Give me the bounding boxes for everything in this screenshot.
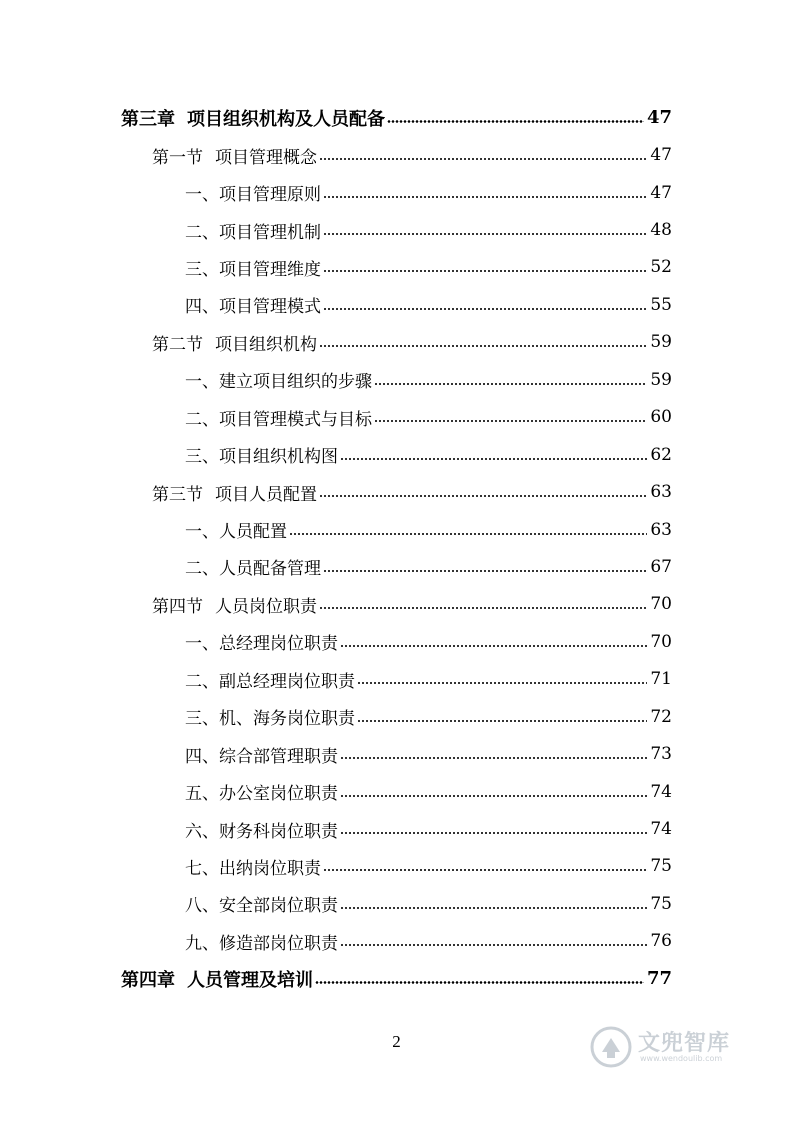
- toc-entry-subsection[interactable]: [0, 511, 793, 548]
- dot-leader: [374, 420, 647, 422]
- toc-entry-subsection[interactable]: [0, 436, 793, 473]
- toc-entry-section-4[interactable]: [0, 586, 793, 623]
- watermark: [590, 1020, 760, 1080]
- toc-entry-text: 二、人员配备管理: [185, 554, 323, 579]
- dot-leader: [319, 345, 647, 347]
- dot-leader: [319, 607, 647, 609]
- table-of-contents: [0, 99, 793, 998]
- toc-entry-subsection[interactable]: [0, 735, 793, 772]
- toc-entry-subsection[interactable]: [0, 773, 793, 810]
- dot-leader: [357, 682, 647, 684]
- toc-page-number: 59: [650, 332, 672, 353]
- toc-entry-text: 八、安全部岗位职责: [185, 891, 340, 916]
- toc-entry-text: 第一节 项目管理概念: [152, 143, 319, 168]
- toc-entry-subsection[interactable]: [0, 885, 793, 922]
- toc-entry-text: 三、项目管理维度: [185, 255, 323, 280]
- toc-entry-text: 二、副总经理岗位职责: [185, 667, 357, 692]
- dot-leader: [357, 720, 647, 722]
- toc-page-number: 47: [646, 107, 672, 129]
- toc-entry-subsection[interactable]: [0, 361, 793, 398]
- dot-leader: [340, 832, 647, 834]
- toc-page-number: 70: [650, 594, 672, 615]
- toc-entry-subsection[interactable]: [0, 623, 793, 660]
- dot-leader: [340, 795, 647, 797]
- toc-page-number: 63: [650, 519, 672, 540]
- toc-entry-subsection[interactable]: [0, 174, 793, 211]
- toc-page-number: 67: [650, 556, 672, 577]
- toc-entry-subsection[interactable]: [0, 249, 793, 286]
- toc-page-number: 75: [650, 893, 672, 914]
- dot-leader: [323, 308, 647, 310]
- toc-entry-text: 四、项目管理模式: [185, 292, 323, 317]
- toc-entry-text: 第二节 项目组织机构: [152, 330, 319, 355]
- toc-entry-text: 第四节 人员岗位职责: [152, 592, 319, 617]
- toc-entry-text: 七、出纳岗位职责: [185, 854, 323, 879]
- dot-leader: [319, 158, 647, 160]
- toc-entry-text: 三、项目组织机构图: [185, 442, 340, 467]
- toc-entry-text: 一、人员配置: [185, 517, 289, 542]
- dot-leader: [340, 757, 647, 759]
- dot-leader: [323, 233, 647, 235]
- toc-entry-text: 九、修造部岗位职责: [185, 929, 340, 954]
- toc-entry-text: 一、总经理岗位职责: [185, 629, 340, 654]
- toc-entry-text: 三、机、海务岗位职责: [185, 704, 357, 729]
- dot-leader: [323, 869, 647, 871]
- toc-entry-subsection[interactable]: [0, 848, 793, 885]
- toc-entry-text: 二、项目管理模式与目标: [185, 405, 374, 430]
- toc-page-number: 74: [650, 781, 672, 802]
- toc-entry-subsection[interactable]: [0, 548, 793, 585]
- dot-leader: [340, 907, 647, 909]
- toc-entry-text: 第四章 人员管理及培训: [121, 966, 315, 992]
- toc-page-number: 71: [650, 669, 672, 690]
- toc-entry-text: 五、办公室岗位职责: [185, 779, 340, 804]
- toc-page-number: 63: [650, 482, 672, 503]
- toc-page-number: 52: [650, 257, 672, 278]
- toc-entry-chapter-3[interactable]: [0, 99, 793, 136]
- dot-leader: [374, 383, 647, 385]
- watermark-brand: 文兜智库: [638, 1031, 731, 1056]
- watermark-url: www.wendoulib.com: [640, 1054, 723, 1063]
- watermark-logo-icon: [590, 1026, 632, 1068]
- toc-entry-subsection[interactable]: [0, 698, 793, 735]
- toc-entry-text: 一、项目管理原则: [185, 180, 323, 205]
- toc-entry-subsection[interactable]: [0, 923, 793, 960]
- dot-leader: [340, 944, 647, 946]
- toc-page-number: 59: [650, 369, 672, 390]
- toc-entry-section-2[interactable]: [0, 324, 793, 361]
- dot-leader: [340, 458, 647, 460]
- toc-page-number: 47: [650, 182, 672, 203]
- dot-leader: [340, 645, 647, 647]
- toc-page-number: 72: [650, 706, 672, 727]
- toc-page-number: 55: [650, 294, 672, 315]
- toc-entry-subsection[interactable]: [0, 211, 793, 248]
- toc-entry-subsection[interactable]: [0, 399, 793, 436]
- toc-entry-subsection[interactable]: [0, 286, 793, 323]
- toc-page-number: 60: [650, 407, 672, 428]
- dot-leader: [319, 495, 647, 497]
- toc-page-number: 73: [650, 744, 672, 765]
- toc-entry-chapter-4[interactable]: [0, 960, 793, 997]
- toc-entry-text: 四、综合部管理职责: [185, 742, 340, 767]
- dot-leader: [387, 120, 644, 123]
- toc-page-number: 70: [650, 631, 672, 652]
- toc-page-number: 75: [650, 856, 672, 877]
- dot-leader: [323, 270, 647, 272]
- toc-entry-text: 第三章 项目组织机构及人员配备: [121, 105, 387, 131]
- toc-entry-section-1[interactable]: [0, 136, 793, 173]
- toc-page-number: 77: [646, 968, 672, 990]
- dot-leader: [323, 570, 647, 572]
- dot-leader: [323, 196, 647, 198]
- toc-entry-subsection[interactable]: [0, 810, 793, 847]
- toc-entry-text: 一、建立项目组织的步骤: [185, 367, 374, 392]
- dot-leader: [315, 981, 644, 984]
- toc-page-number: 74: [650, 819, 672, 840]
- toc-page-number: 76: [650, 931, 672, 952]
- dot-leader: [289, 533, 647, 535]
- toc-entry-text: 第三节 项目人员配置: [152, 480, 319, 505]
- toc-page-number: 62: [650, 444, 672, 465]
- toc-page-number: 47: [650, 145, 672, 166]
- toc-entry-text: 二、项目管理机制: [185, 218, 323, 243]
- toc-entry-subsection[interactable]: [0, 661, 793, 698]
- toc-entry-text: 六、财务科岗位职责: [185, 817, 340, 842]
- page-number: 2: [392, 1032, 401, 1051]
- toc-page-number: 48: [650, 220, 672, 241]
- toc-entry-section-3[interactable]: [0, 473, 793, 510]
